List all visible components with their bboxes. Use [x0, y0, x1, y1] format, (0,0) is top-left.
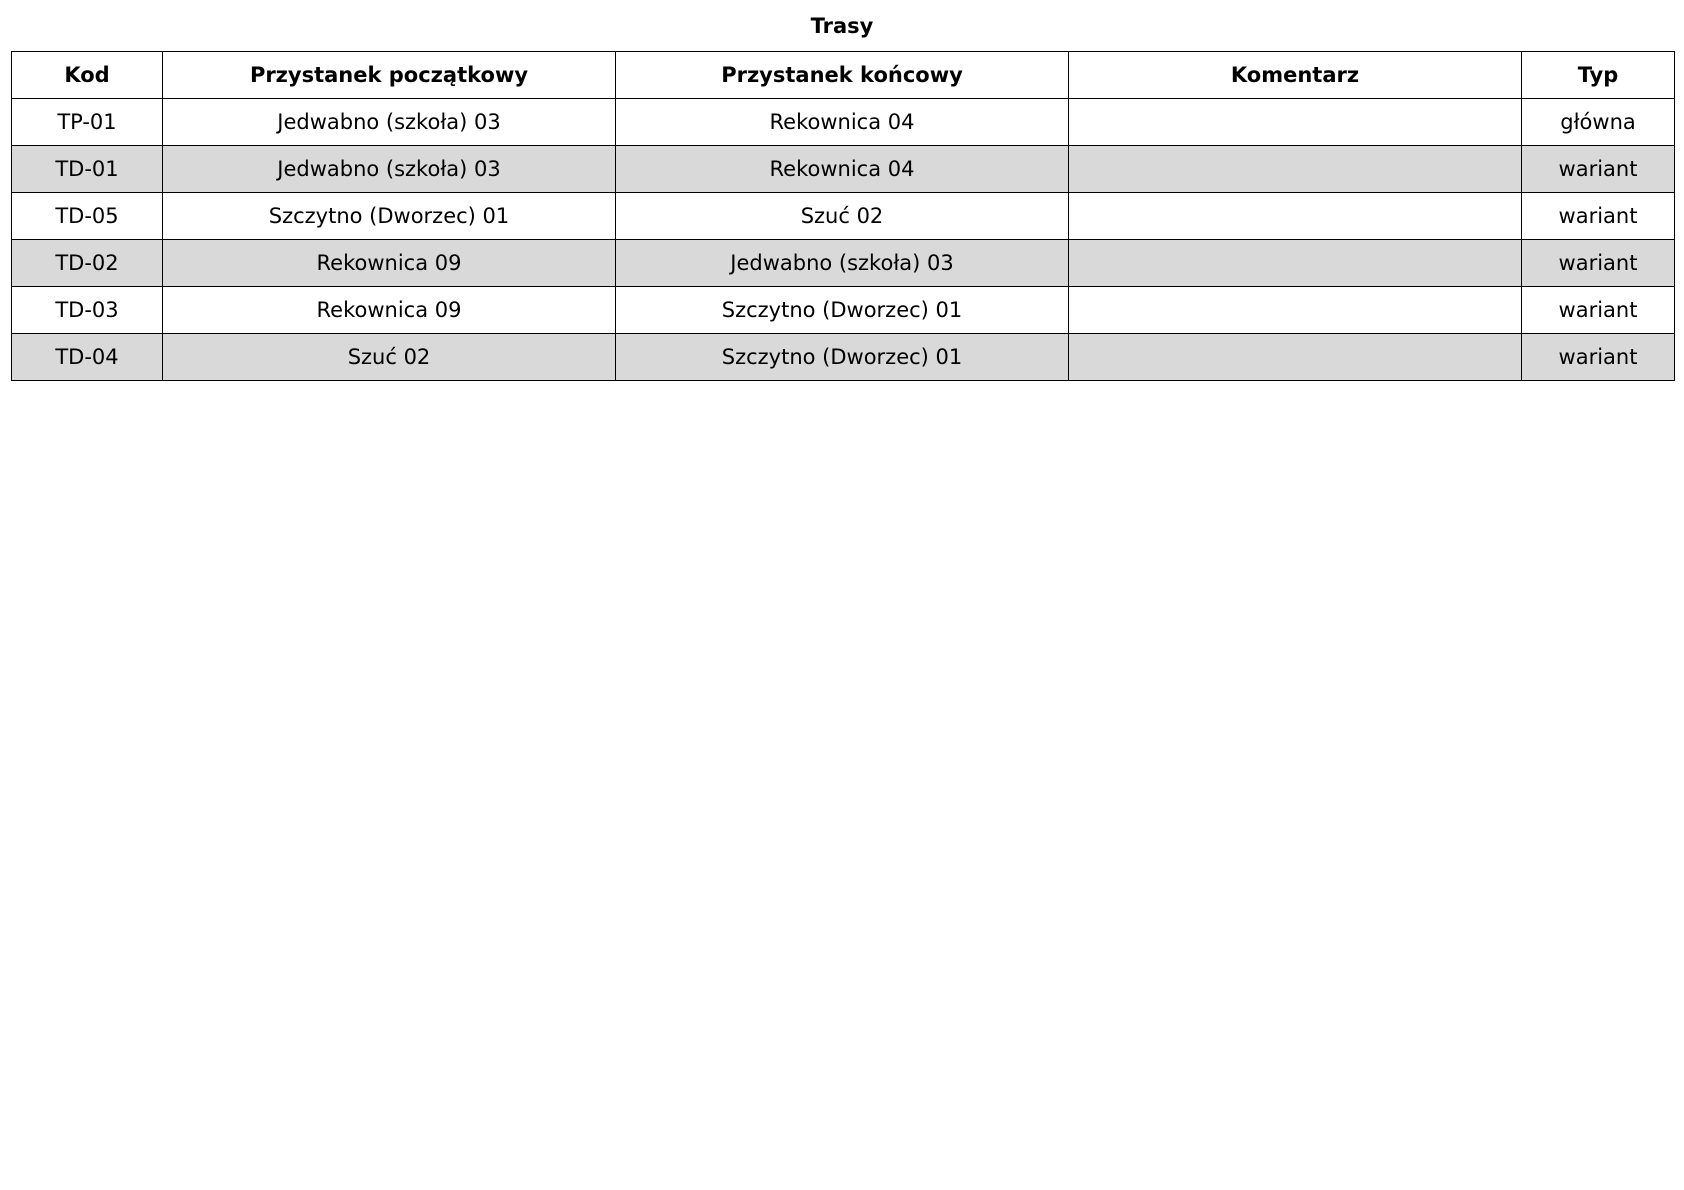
cell-type: wariant — [1522, 334, 1675, 381]
cell-type: główna — [1522, 99, 1675, 146]
column-header-start-stop: Przystanek początkowy — [163, 52, 616, 99]
column-header-code: Kod — [12, 52, 163, 99]
cell-end-stop: Szuć 02 — [616, 193, 1069, 240]
table-row — [12, 193, 1675, 240]
cell-start-stop: Jedwabno (szkoła) 03 — [163, 146, 616, 193]
cell-start-stop: Jedwabno (szkoła) 03 — [163, 99, 616, 146]
column-header-end-stop: Przystanek końcowy — [616, 52, 1069, 99]
cell-type: wariant — [1522, 240, 1675, 287]
cell-code: TD-05 — [12, 193, 163, 240]
cell-comment — [1069, 287, 1522, 334]
cell-start-stop: Rekownica 09 — [163, 240, 616, 287]
table-row — [12, 334, 1675, 381]
cell-comment — [1069, 99, 1522, 146]
cell-end-stop: Jedwabno (szkoła) 03 — [616, 240, 1069, 287]
cell-comment — [1069, 334, 1522, 381]
cell-end-stop: Szczytno (Dworzec) 01 — [616, 334, 1069, 381]
table-header-row — [12, 52, 1675, 99]
routes-table — [11, 51, 1675, 381]
cell-end-stop: Szczytno (Dworzec) 01 — [616, 287, 1069, 334]
page-title: Trasy — [810, 14, 874, 38]
cell-type: wariant — [1522, 193, 1675, 240]
cell-start-stop: Szuć 02 — [163, 334, 616, 381]
cell-comment — [1069, 240, 1522, 287]
cell-type: wariant — [1522, 146, 1675, 193]
cell-code: TD-01 — [12, 146, 163, 193]
cell-comment — [1069, 193, 1522, 240]
cell-code: TD-04 — [12, 334, 163, 381]
column-header-comment: Komentarz — [1069, 52, 1522, 99]
cell-start-stop: Rekownica 09 — [163, 287, 616, 334]
cell-type: wariant — [1522, 287, 1675, 334]
cell-end-stop: Rekownica 04 — [616, 99, 1069, 146]
cell-code: TD-02 — [12, 240, 163, 287]
column-header-type: Typ — [1522, 52, 1675, 99]
cell-code: TD-03 — [12, 287, 163, 334]
table-row — [12, 287, 1675, 334]
table-row — [12, 240, 1675, 287]
cell-start-stop: Szczytno (Dworzec) 01 — [163, 193, 616, 240]
cell-end-stop: Rekownica 04 — [616, 146, 1069, 193]
table-row — [12, 99, 1675, 146]
cell-code: TP-01 — [12, 99, 163, 146]
table-row — [12, 146, 1675, 193]
cell-comment — [1069, 146, 1522, 193]
